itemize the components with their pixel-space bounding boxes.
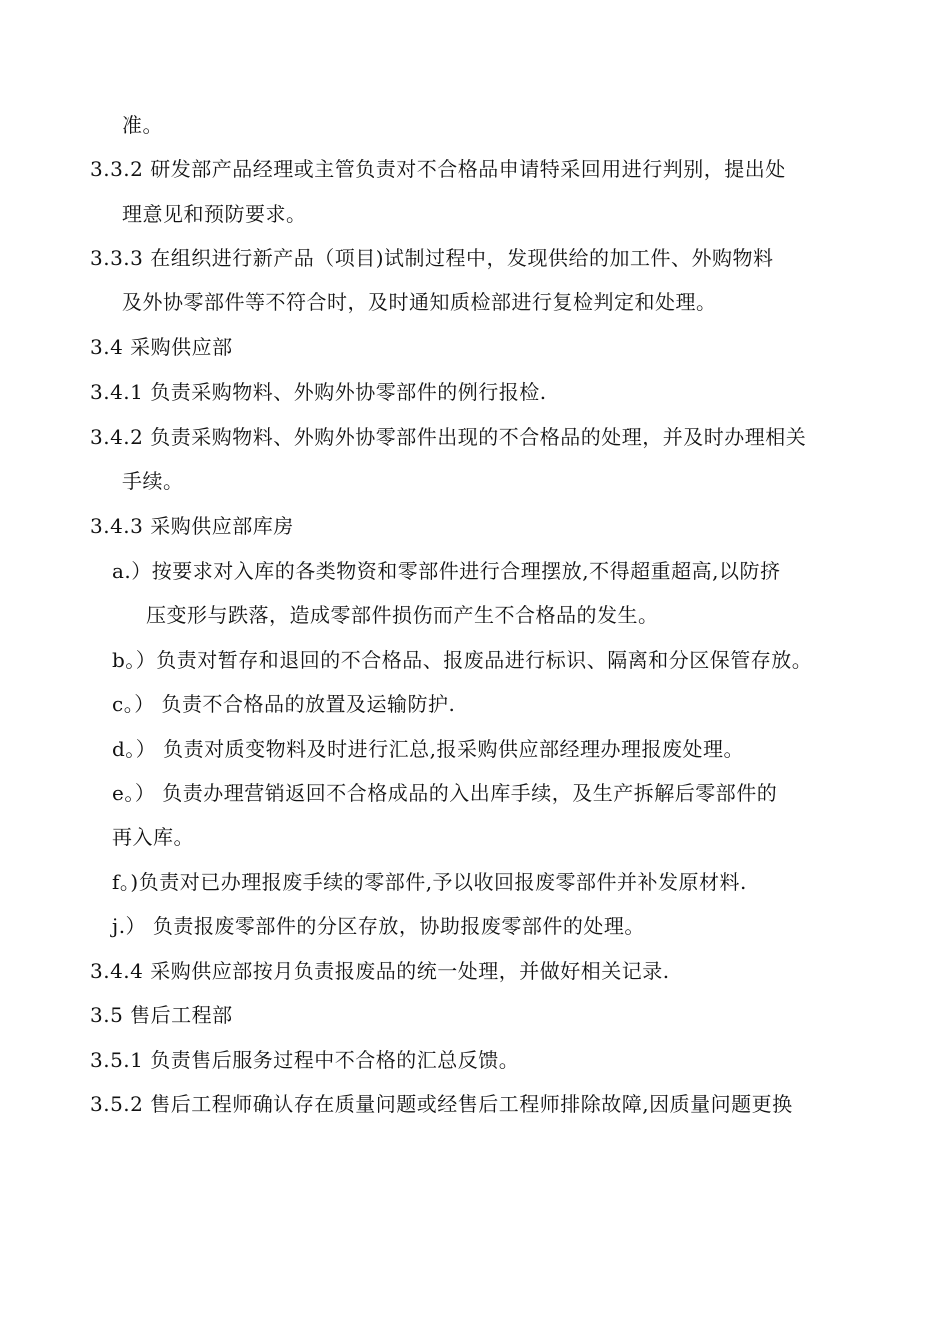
list-item: j.） 负责报废零部件的分区存放，协助报废零部件的处理。 bbox=[112, 914, 645, 938]
list-item: e。） 负责办理营销返回不合格成品的入出库手续，及生产拆解后零部件的 bbox=[112, 781, 778, 805]
text-line: 手续。 bbox=[122, 469, 184, 493]
text-line: 准。 bbox=[122, 113, 163, 137]
text-line: 3.3.3 在组织进行新产品（项目)试制过程中，发现供给的加工件、外购物料 bbox=[90, 246, 774, 270]
list-item: f。)负责对已办理报废手续的零部件,予以收回报废零部件并补发原材料. bbox=[112, 870, 747, 894]
subsection-heading: 3.4.3 采购供应部库房 bbox=[90, 514, 294, 538]
text-line: 压变形与跌落，造成零部件损伤而产生不合格品的发生。 bbox=[146, 603, 659, 627]
list-item: a.）按要求对入库的各类物资和零部件进行合理摆放,不得超重超高,以防挤 bbox=[112, 559, 781, 583]
text-line: 3.3.2 研发部产品经理或主管负责对不合格品申请特采回用进行判别，提出处 bbox=[90, 157, 786, 181]
text-line: 3.5.2 售后工程师确认存在质量问题或经售后工程师排除故障,因质量问题更换 bbox=[90, 1092, 793, 1116]
list-item: c。） 负责不合格品的放置及运输防护. bbox=[112, 692, 456, 716]
text-line: 3.5.1 负责售后服务过程中不合格的汇总反馈。 bbox=[90, 1048, 520, 1072]
text-line: 及外协零部件等不符合时，及时通知质检部进行复检判定和处理。 bbox=[122, 290, 717, 314]
text-line: 3.4.4 采购供应部按月负责报废品的统一处理，并做好相关记录. bbox=[90, 959, 670, 983]
text-line: 3.4.2 负责采购物料、外购外协零部件出现的不合格品的处理，并及时办理相关 bbox=[90, 425, 807, 449]
section-heading: 3.5 售后工程部 bbox=[90, 1003, 233, 1027]
list-item: d。） 负责对质变物料及时进行汇总,报采购供应部经理办理报废处理。 bbox=[112, 737, 745, 761]
text-line: 再入库。 bbox=[112, 825, 194, 849]
text-line: 理意见和预防要求。 bbox=[122, 202, 307, 226]
section-heading: 3.4 采购供应部 bbox=[90, 335, 233, 359]
text-line: 3.4.1 负责采购物料、外购外协零部件的例行报检. bbox=[90, 380, 547, 404]
list-item: b。）负责对暂存和退回的不合格品、报废品进行标识、隔离和分区保管存放。 bbox=[112, 648, 813, 672]
